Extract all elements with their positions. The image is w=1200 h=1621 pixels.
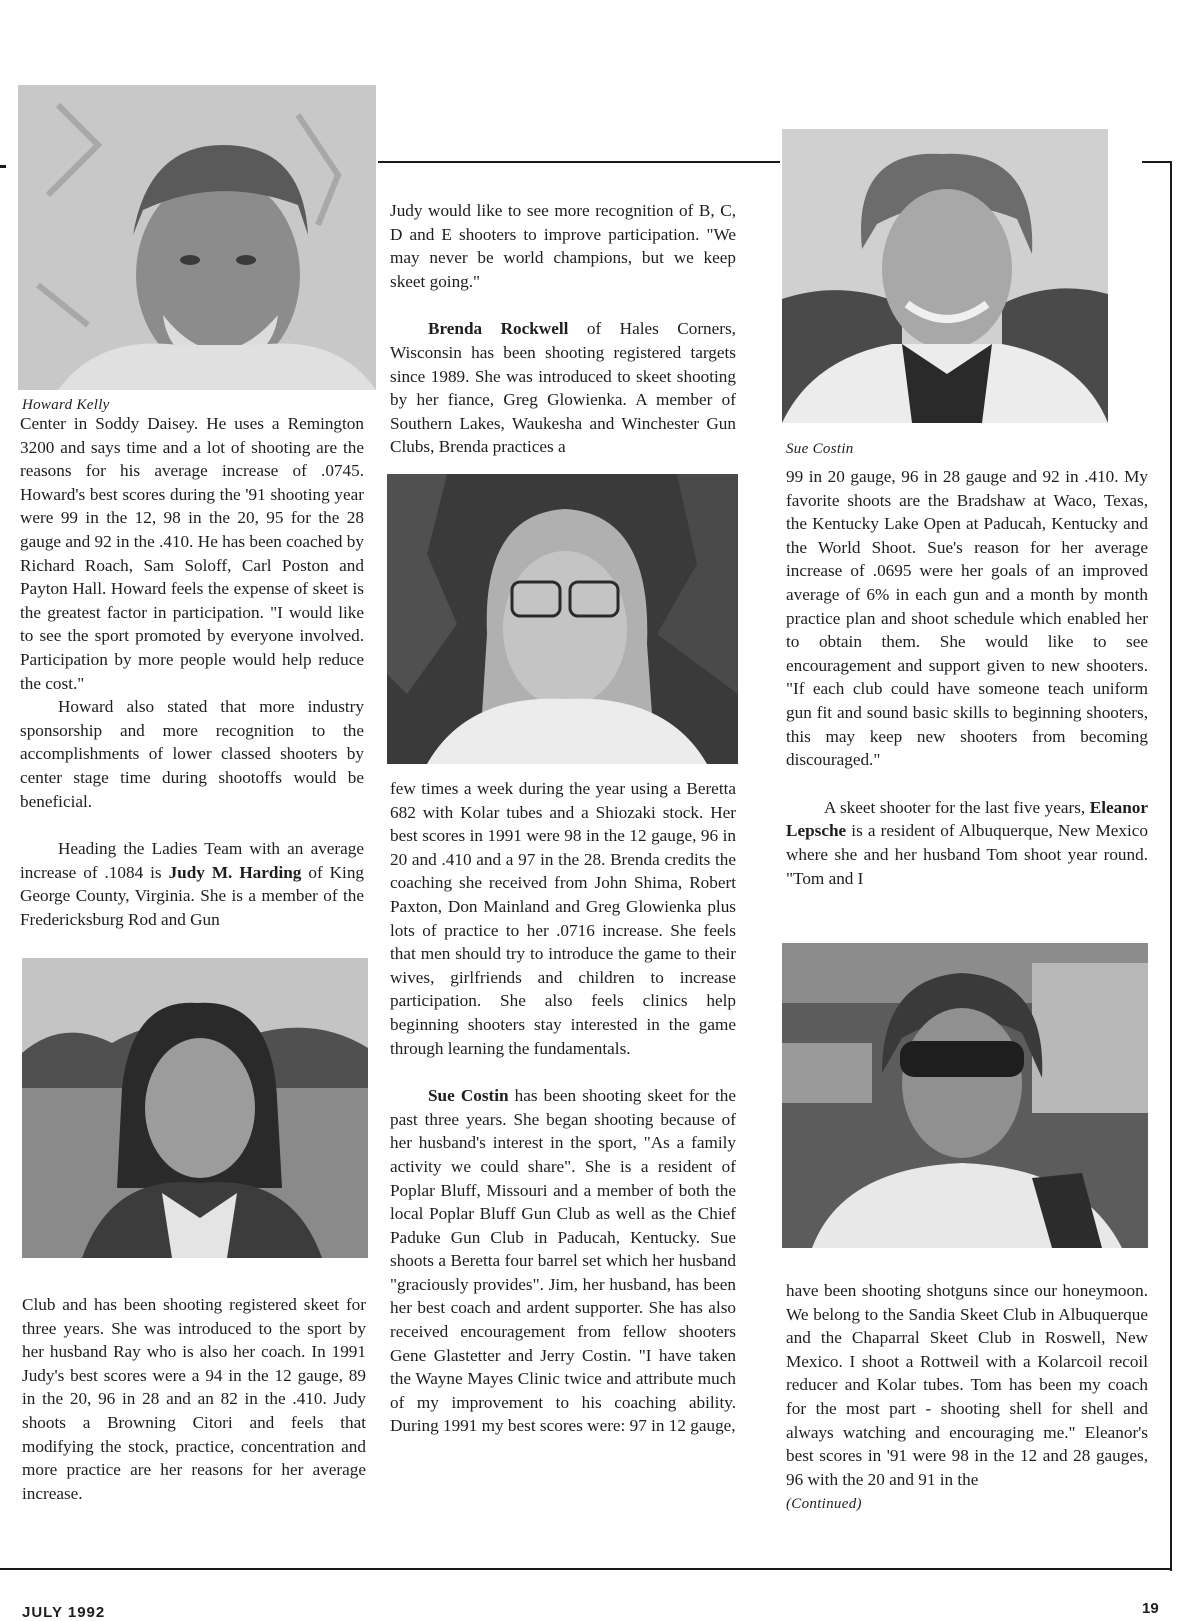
name-sue-costin: Sue Costin (428, 1086, 509, 1106)
paragraph-brenda-rockwell-intro (390, 317, 736, 459)
column-3-lower (786, 1279, 1148, 1517)
text-span: of King George County, Virginia. She is a member of the Fredericksburg Rod and Gun (20, 862, 365, 929)
column-1-lower (22, 1293, 366, 1505)
top-rule-right (1142, 161, 1172, 163)
left-mark (0, 165, 6, 168)
name-brenda-rockwell: Brenda Rockwell (428, 319, 569, 339)
column-2-upper (390, 199, 736, 459)
photo-brenda-rockwell (387, 474, 738, 764)
paragraph-sue-costin-intro (390, 1084, 736, 1438)
photo-howard-kelly (18, 85, 376, 390)
right-border (1170, 161, 1172, 1571)
paragraph-eleanor-lepsche-intro (786, 796, 1148, 890)
name-judy-harding: Judy M. Harding (168, 862, 302, 882)
paragraph-judy-harding: Club and has been shooting registered skeet for three years. She was introduced to the sport by her husband Ray who is also her coach. In 1991 Judy's best scores were a 94 in the 12 gauge, 89 in the 20, 96 in 28 and an 82 in the .410. Judy shoots a Browning Citori and feels that modifying the stock, practice, concentration and more practice are her reasons for her average increase. (22, 1295, 366, 1503)
paragraph-howard-kelly-2: Howard also stated that more industry sponsorship and more recognition to the accomplishments of lower classed shooters by center stage time during shootoffs would be beneficial. (20, 697, 364, 811)
photo-judy-harding (22, 958, 368, 1258)
paragraph-howard-kelly: Center in Soddy Daisey. He uses a Remington 3200 and says time and a lot of shooting are the reasons for his average increase of .0745. Howard's best scores during the '91 shooting year were 99 in the 12, 98 in the 20, 95 for the 28 gauge and 92 in the .410. He has been coached by Richard Roach, Sam Soloff, Carl Poston and Payton Hall. Howard feels the expense of skeet is the greatest factor in participation. "I would like to see the sport promoted by everyone involved. Participation by more people would help reduce the cost." (20, 414, 364, 693)
bottom-rule (0, 1568, 1172, 1570)
page-number: 19 (1142, 1600, 1159, 1617)
photo-caption-howard-kelly: Howard Kelly (22, 397, 110, 413)
column-2-lower (390, 777, 736, 1438)
paragraph-brenda-rockwell: few times a week during the year using a Beretta 682 with Kolar tubes and a Shiozaki stock. Her best scores in 1991 were 98 in the 12 gauge, 96 in 20 and .410 and a 97 in the 28. Brenda credits the coaching she received from John Shima, Robert Paxton, Don Mainland and Greg Glowienka plus lots of practice to her .0716 increase. She feels that men should try to introduce the game to their wives, girlfriends and children to increase participation. She also feels clinics help beginning shooters stay interested in the game through learning the fundamentals. (390, 779, 736, 1058)
issue-date: JULY 1992 (22, 1604, 106, 1621)
text-span: has been shooting skeet for the past three years. She began shooting because of her husband's interest in the sport, "As a family activity we could share". She is a resident of Poplar Bluff, Missouri and a member of both the local Poplar Bluff Gun Club as well as the Chief Paduke Gun Club in Paducah, Kentucky. Sue shoots a Beretta four barrel set which her husband "graciously provides". Jim, her husband, has been her best coach and ardent supporter. She has also received encouragement from fellow shooters Gene Glastetter and Jerry Costin. "I have taken the Wayne Mayes Clinic twice and attribute much of my improvement to his coaching ability. During 1991 my best scores were: 97 in 12 gauge, (390, 1086, 737, 1436)
photo-eleanor-lepsche (782, 943, 1148, 1248)
top-rule (378, 161, 780, 163)
text-span: A skeet shooter for the last five years, (824, 797, 1090, 817)
paragraph-eleanor-lepsche: have been shooting shotguns since our honeymoon. We belong to the Sandia Skeet Club in Albuquerque and the Chaparral Skeet Club in Roswell, New Mexico. I shoot a Rottweil with a Kolarcoil recoil reducer and Kolar tubes. Tom has been my coach for the most part - shooting shell for shell and always watching and encouraging me." Eleanor's best scores in '91 were 98 in the 12 and 28 gauges, 96 with the 20 and 91 in the (786, 1281, 1148, 1489)
column-1-upper (20, 412, 364, 931)
text-span: Heading the Ladies Team with an average increase of .1084 is (20, 839, 364, 882)
paragraph-judy-recognition: Judy would like to see more recognition of B, C, D and E shooters to improve participation. "We may never be world champions, but we keep skeet going." (390, 201, 736, 291)
name-eleanor-lepsche: Eleanor Lepsche (786, 797, 1148, 841)
paragraph-sue-costin: 99 in 20 gauge, 96 in 28 gauge and 92 in .410. My favorite shoots are the Bradshaw at Waco, Texas, the Kentucky Lake Open at Paducah, Kentucky and the World Shoot. Sue's reason for her average increase of .0695 were her goals of an improved average of 6% in each gun and a month by month practice plan and shoot schedule which enabled her to obtain them. She would like to see encouragement and support given to new shooters. "If each club could have someone teach uniform gun fit and sound basic skills to beginning shooters, this may keep new shooters from becoming discouraged." (786, 467, 1148, 770)
photo-sue-costin (782, 129, 1108, 423)
text-span: of Hales Corners, Wisconsin has been shooting registered targets since 1989. She was introduced to skeet shooting by her fiance, Greg Glowienka. A member of Southern Lakes, Waukesha and Winchester Gun Clubs, Brenda practices a (390, 319, 736, 457)
paragraph-judy-harding-intro (20, 837, 364, 931)
text-span: is a resident of Albuquerque, New Mexico where she and her husband Tom shoot year round. "Tom and I (786, 821, 1148, 888)
continued-note: (Continued) (786, 1496, 862, 1513)
column-3-upper (786, 465, 1148, 890)
photo-caption-sue-costin: Sue Costin (786, 441, 854, 457)
